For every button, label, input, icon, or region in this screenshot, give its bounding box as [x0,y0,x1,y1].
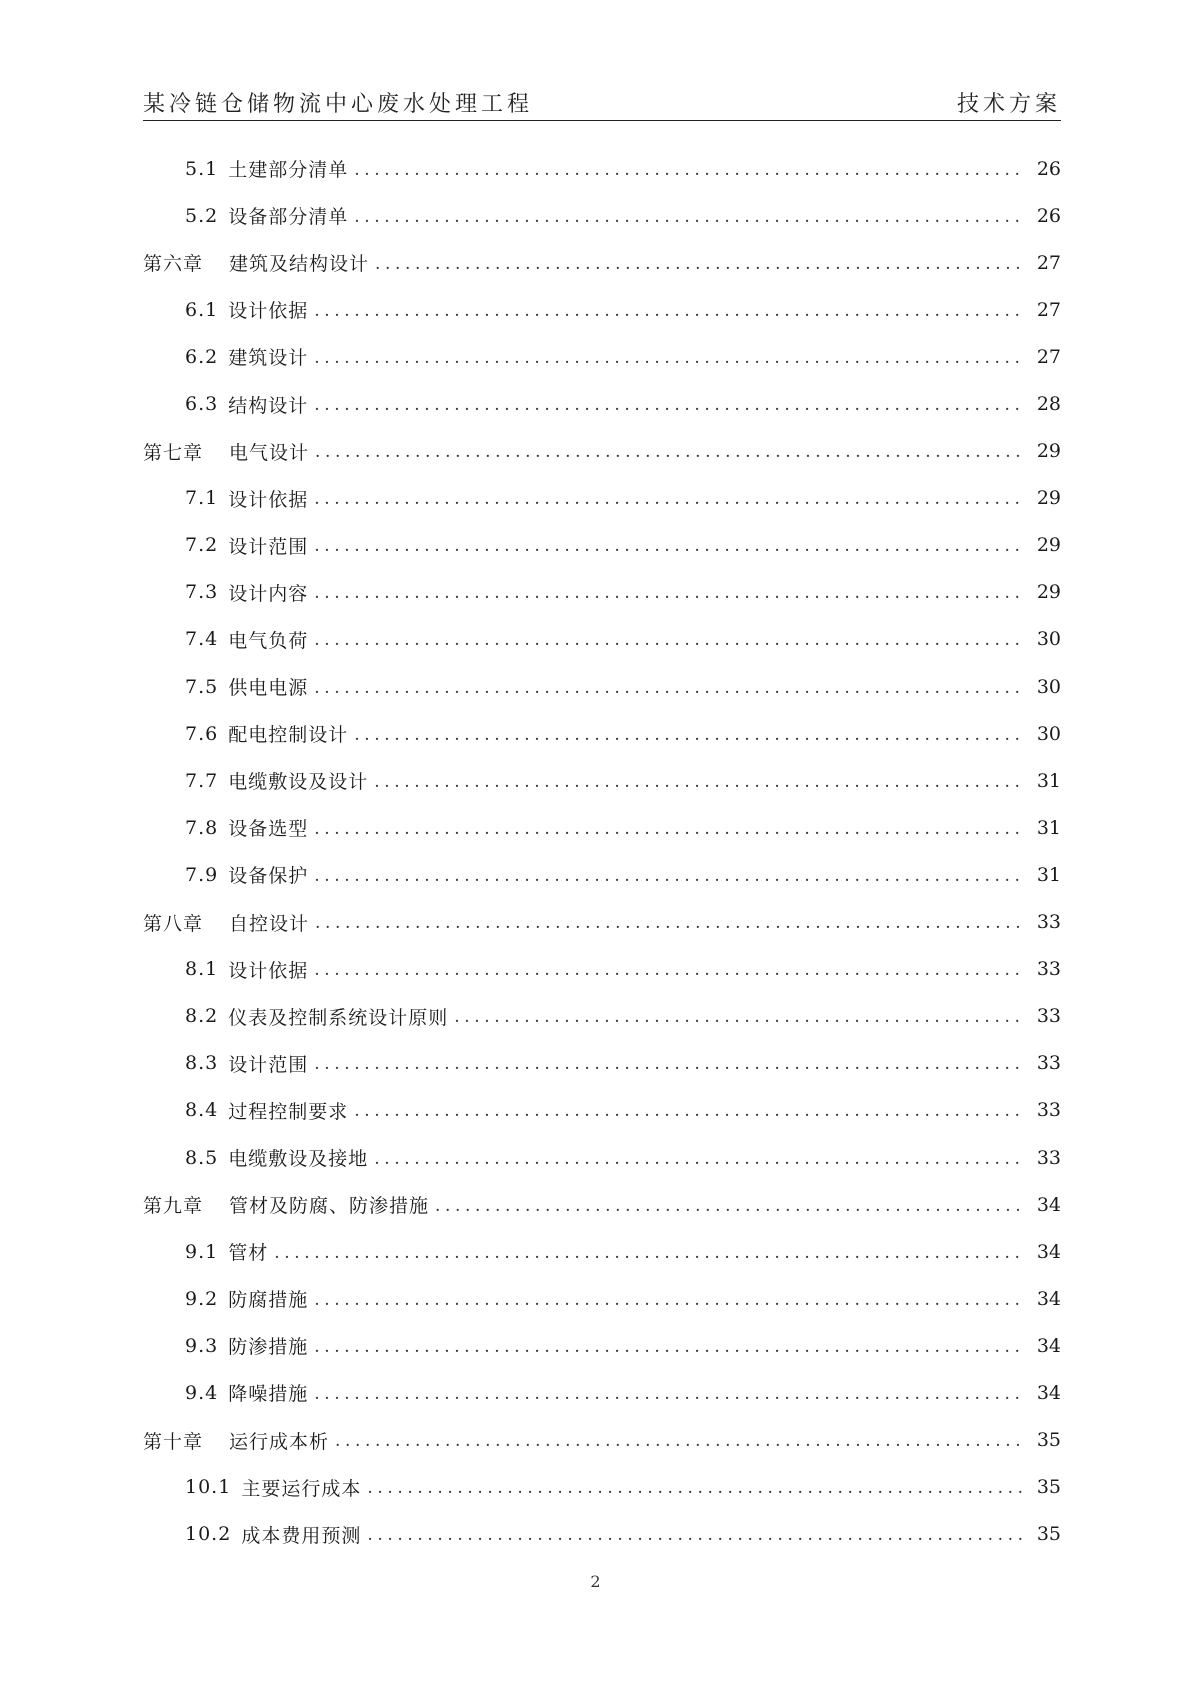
dot-leader [315,442,1023,462]
toc-entry-page: 30 [1036,722,1061,745]
toc-entry-number: 8.5 [185,1146,219,1169]
toc-entry-page: 30 [1036,628,1061,651]
toc-entry-page: 30 [1036,675,1061,698]
dot-leader [435,1196,1023,1216]
toc-section-entry[interactable] [143,1228,1061,1275]
toc-section-entry[interactable] [143,1275,1061,1322]
toc-section-entry[interactable] [143,851,1061,898]
toc-entry-title: 防腐措施 [228,1289,309,1312]
toc-entry-page: 31 [1036,769,1061,792]
toc-entry-number: 8.3 [185,1052,219,1075]
toc-section-entry[interactable] [143,192,1061,239]
toc-section-entry[interactable] [143,475,1061,522]
toc-entry-number: 7.3 [185,581,219,604]
toc-entry-title: 仪表及控制系统设计原则 [228,1006,449,1029]
toc-entry-number: 7.1 [185,487,219,510]
dot-leader [314,1054,1023,1074]
dot-leader [314,583,1023,603]
toc-entry-page: 35 [1036,1476,1061,1499]
toc-entry-page: 27 [1036,345,1061,368]
toc-entry-page: 33 [1036,1005,1061,1028]
dot-leader [315,913,1023,933]
toc-entry-title: 自控设计 [229,912,310,935]
toc-entry-number: 9.1 [185,1240,219,1263]
toc-entry-title: 建筑设计 [228,347,309,370]
toc-entry-page: 33 [1036,1052,1061,1075]
toc-entry-title: 设备保护 [228,865,309,888]
toc-entry-page: 34 [1036,1287,1061,1310]
toc-section-entry[interactable] [143,710,1061,757]
dot-leader [354,725,1023,745]
toc-entry-page: 31 [1036,863,1061,886]
toc-entry-title: 设计依据 [228,959,309,982]
toc-entry-title: 运行成本析 [229,1430,330,1453]
toc-section-entry[interactable] [143,1511,1061,1558]
toc-entry-page: 28 [1036,393,1061,416]
toc-entry-page: 26 [1036,157,1061,180]
toc-entry-title: 结构设计 [228,394,309,417]
dot-leader [374,1149,1023,1169]
dot-leader [314,678,1023,698]
toc-entry-page: 26 [1036,204,1061,227]
toc-entry-page: 34 [1036,1381,1061,1404]
dot-leader [375,254,1023,274]
dot-leader [314,489,1023,509]
toc-entry-number: 第六章 [143,253,204,276]
dot-leader [314,630,1023,650]
dot-leader [367,1525,1023,1545]
toc-entry-title: 电气设计 [229,441,310,464]
toc-entry-page: 34 [1036,1334,1061,1357]
toc-entry-number: 8.4 [185,1099,219,1122]
table-of-contents [143,145,1061,1558]
toc-entry-page: 35 [1036,1523,1061,1546]
toc-entry-page: 29 [1036,581,1061,604]
toc-section-entry[interactable] [143,616,1061,663]
toc-entry-number: 8.1 [185,958,219,981]
dot-leader [354,207,1023,227]
toc-section-entry[interactable] [143,1134,1061,1181]
dot-leader [274,1243,1023,1263]
toc-entry-page: 34 [1036,1193,1061,1216]
toc-section-entry[interactable] [143,946,1061,993]
toc-entry-page: 34 [1036,1240,1061,1263]
toc-entry-title: 配电控制设计 [228,724,349,747]
dot-leader [314,536,1023,556]
toc-entry-number: 7.5 [185,675,219,698]
toc-section-entry[interactable] [143,145,1061,192]
toc-entry-page: 33 [1036,1099,1061,1122]
toc-entry-number: 10.1 [185,1476,232,1499]
toc-entry-page: 33 [1036,911,1061,934]
toc-entry-page: 27 [1036,251,1061,274]
toc-entry-number: 6.1 [185,298,219,321]
toc-entry-number: 9.2 [185,1287,219,1310]
toc-entry-number: 第九章 [143,1195,204,1218]
header-project-title: 某冷链仓储物流中心废水处理工程 [143,92,534,117]
toc-entry-title: 设备选型 [228,818,309,841]
toc-entry-number: 7.4 [185,628,219,651]
toc-entry-title: 过程控制要求 [228,1100,349,1123]
toc-entry-number: 第十章 [143,1430,204,1453]
toc-entry-page: 31 [1036,816,1061,839]
toc-entry-title: 设计依据 [228,300,309,323]
toc-entry-number: 第八章 [143,912,204,935]
toc-section-entry[interactable] [143,286,1061,333]
page-number: 2 [590,1572,601,1591]
dot-leader [354,160,1023,180]
toc-section-entry[interactable] [143,1087,1061,1134]
toc-chapter-entry[interactable] [143,1417,1061,1464]
toc-entry-number: 9.4 [185,1381,219,1404]
toc-entry-title: 电缆敷设及接地 [228,1148,369,1171]
toc-section-entry[interactable] [143,1322,1061,1369]
toc-entry-title: 设计范围 [228,535,309,558]
toc-entry-page: 29 [1036,534,1061,557]
toc-section-entry[interactable] [143,333,1061,380]
toc-section-entry[interactable] [143,569,1061,616]
toc-entry-number: 5.2 [185,204,219,227]
header-document-type: 技术方案 [956,92,1061,117]
toc-entry-title: 防渗措施 [228,1336,309,1359]
toc-entry-number: 7.8 [185,816,219,839]
toc-entry-page: 29 [1036,487,1061,510]
toc-entry-page: 33 [1036,1146,1061,1169]
dot-leader [354,1101,1023,1121]
toc-section-entry[interactable] [143,804,1061,851]
dot-leader [367,1478,1023,1498]
toc-entry-page: 33 [1036,958,1061,981]
toc-entry-number: 5.1 [185,157,219,180]
dot-leader [314,819,1023,839]
toc-entry-title: 设计依据 [228,488,309,511]
running-header [143,84,1061,118]
toc-section-entry[interactable] [143,1464,1061,1511]
dot-leader [314,1384,1023,1404]
toc-section-entry[interactable] [143,757,1061,804]
toc-chapter-entry[interactable] [143,428,1061,475]
dot-leader [314,348,1023,368]
toc-section-entry[interactable] [143,522,1061,569]
dot-leader [454,1007,1023,1027]
toc-entry-title: 设计内容 [228,582,309,605]
toc-entry-number: 7.2 [185,534,219,557]
toc-entry-title: 土建部分清单 [228,159,349,182]
toc-entry-title: 电缆敷设及设计 [228,771,369,794]
dot-leader [335,1431,1023,1451]
toc-chapter-entry[interactable] [143,1181,1061,1228]
toc-entry-title: 供电电源 [228,677,309,700]
toc-entry-title: 设备部分清单 [228,206,349,229]
toc-entry-title: 管材及防腐、防渗措施 [229,1195,430,1218]
toc-section-entry[interactable] [143,380,1061,427]
toc-section-entry[interactable] [143,1040,1061,1087]
toc-entry-number: 7.6 [185,722,219,745]
toc-entry-title: 主要运行成本 [241,1477,362,1500]
toc-entry-number: 6.3 [185,393,219,416]
toc-entry-title: 建筑及结构设计 [229,253,370,276]
dot-leader [314,960,1023,980]
toc-section-entry[interactable] [143,663,1061,710]
toc-entry-title: 设计范围 [228,1053,309,1076]
toc-entry-number: 9.3 [185,1334,219,1357]
toc-entry-number: 7.9 [185,863,219,886]
toc-entry-title: 降噪措施 [228,1383,309,1406]
toc-entry-title: 电气负荷 [228,629,309,652]
toc-entry-title: 管材 [228,1242,269,1265]
toc-entry-number: 6.2 [185,345,219,368]
toc-entry-number: 第七章 [143,441,204,464]
dot-leader [374,772,1023,792]
dot-leader [314,1337,1023,1357]
toc-entry-page: 35 [1036,1429,1061,1452]
dot-leader [314,395,1023,415]
toc-section-entry[interactable] [143,993,1061,1040]
dot-leader [314,1290,1023,1310]
toc-entry-page: 27 [1036,298,1061,321]
toc-chapter-entry[interactable] [143,239,1061,286]
header-divider [143,120,1061,121]
dot-leader [314,301,1023,321]
toc-entry-number: 8.2 [185,1005,219,1028]
toc-entry-page: 29 [1036,440,1061,463]
toc-entry-title: 成本费用预测 [241,1524,362,1547]
dot-leader [314,866,1023,886]
toc-entry-number: 10.2 [185,1523,232,1546]
toc-entry-number: 7.7 [185,769,219,792]
toc-section-entry[interactable] [143,1369,1061,1416]
toc-chapter-entry[interactable] [143,899,1061,946]
